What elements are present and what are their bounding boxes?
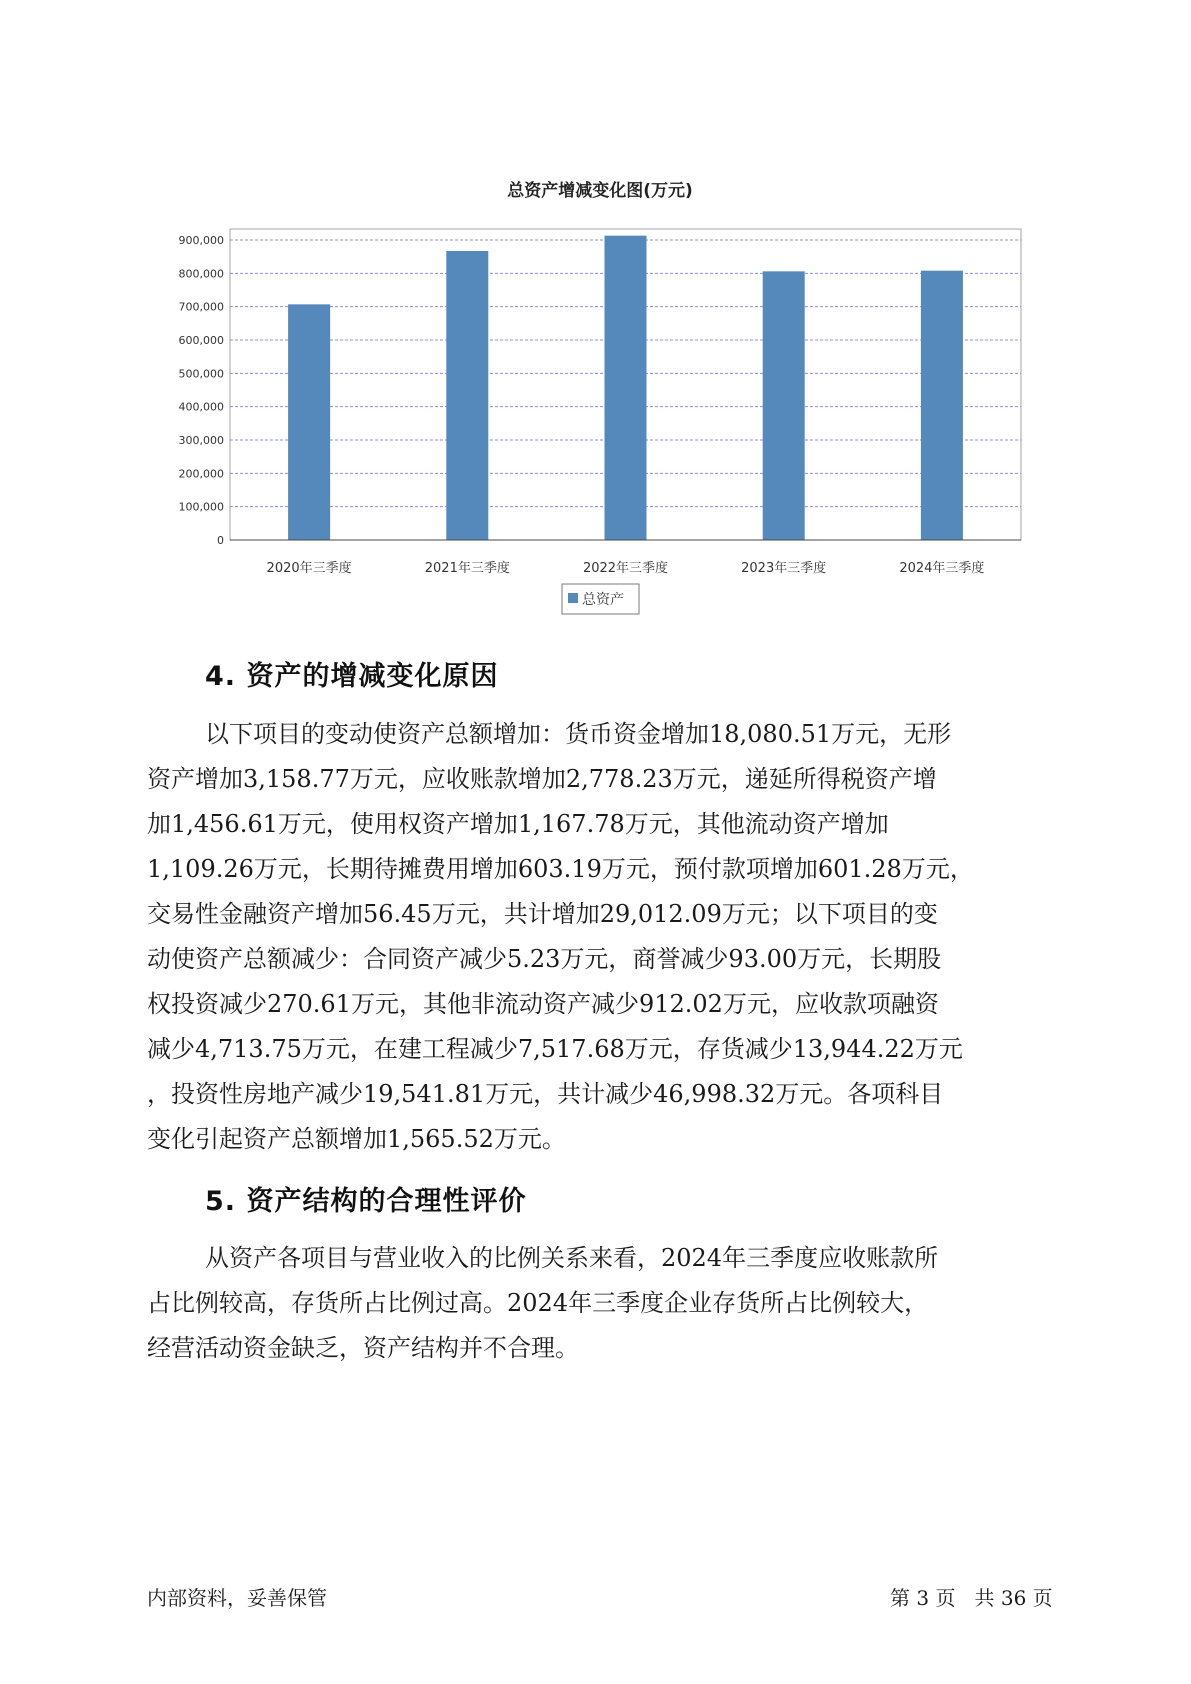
bar bbox=[605, 236, 647, 540]
y-tick-label: 400,000 bbox=[178, 400, 224, 414]
legend-swatch bbox=[568, 593, 578, 603]
paragraph-line: 以下项目的变动使资产总额增加：货币资金增加18,080.51万元，无形 bbox=[205, 720, 952, 748]
x-tick-label: 2022年三季度 bbox=[582, 561, 669, 576]
paragraph-line: 减少4,713.75万元，在建工程减少7,517.68万元，存货减少13,944.22万元 bbox=[147, 1035, 963, 1063]
chart-title: 总资产增减变化图(万元) bbox=[507, 181, 693, 201]
y-tick-label: 0 bbox=[217, 534, 224, 547]
y-tick-label: 500,000 bbox=[178, 367, 224, 381]
x-tick-label: 2021年三季度 bbox=[424, 561, 510, 576]
paragraph-line: 资产增加3,158.77万元，应收账款增加2,778.23万元，递延所得税资产增 bbox=[147, 765, 937, 793]
x-tick-label: 2020年三季度 bbox=[266, 561, 352, 576]
section-5-heading: 5. 资产结构的合理性评价 bbox=[205, 1186, 527, 1217]
paragraph-line: 占比例较高，存货所占比例过高。2024年三季度企业存货所占比例较大， bbox=[147, 1289, 929, 1317]
y-tick-label: 300,000 bbox=[178, 434, 224, 447]
section-4-heading: 4. 资产的增减变化原因 bbox=[205, 661, 499, 692]
section-4-paragraph bbox=[147, 712, 1061, 1162]
section-5-paragraph bbox=[147, 1236, 1061, 1371]
paragraph-line: 1,109.26万元，长期待摊费用增加603.19万元，预付款项增加601.28万元， bbox=[147, 855, 974, 883]
y-tick-label: 200,000 bbox=[178, 467, 224, 481]
footer-left-note: 内部资料，妥善保管 bbox=[147, 1586, 327, 1610]
x-tick-label: 2023年三季度 bbox=[741, 561, 827, 576]
y-tick-label: 600,000 bbox=[178, 334, 224, 347]
paragraph-line: 动使资产总额减少：合同资产减少5.23万元，商誉减少93.00万元，长期股 bbox=[147, 945, 942, 973]
y-tick-label: 900,000 bbox=[178, 234, 224, 247]
y-tick-label: 100,000 bbox=[178, 500, 224, 514]
paragraph-line: ，投资性房地产减少19,541.81万元，共计减少46,998.32万元。各项科目 bbox=[147, 1080, 944, 1108]
bar bbox=[763, 271, 805, 540]
legend-label: 总资产 bbox=[582, 592, 624, 608]
footer-page-number: 第 3 页 共 36 页 bbox=[890, 1586, 1053, 1610]
paragraph-line: 从资产各项目与营业收入的比例关系来看，2024年三季度应收账款所 bbox=[205, 1244, 939, 1272]
y-tick-label: 800,000 bbox=[178, 267, 224, 281]
paragraph-line: 变化引起资产总额增加1,565.52万元。 bbox=[147, 1125, 566, 1153]
paragraph-line: 加1,456.61万元，使用权资产增加1,167.78万元，其他流动资产增加 bbox=[147, 810, 889, 838]
paragraph-line: 权投资减少270.61万元，其他非流动资产减少912.02万元，应收款项融资 bbox=[147, 990, 939, 1018]
paragraph-line: 经营活动资金缺乏，资产结构并不合理。 bbox=[147, 1334, 579, 1362]
x-tick-label: 2024年三季度 bbox=[899, 561, 985, 576]
y-tick-label: 700,000 bbox=[178, 300, 224, 314]
total-assets-bar-chart bbox=[0, 0, 1191, 640]
bar bbox=[288, 304, 330, 540]
paragraph-line: 交易性金融资产增加56.45万元，共计增加29,012.09万元；以下项目的变 bbox=[147, 900, 938, 928]
chart-legend bbox=[562, 584, 639, 614]
bar bbox=[446, 251, 488, 540]
bar bbox=[921, 271, 963, 540]
